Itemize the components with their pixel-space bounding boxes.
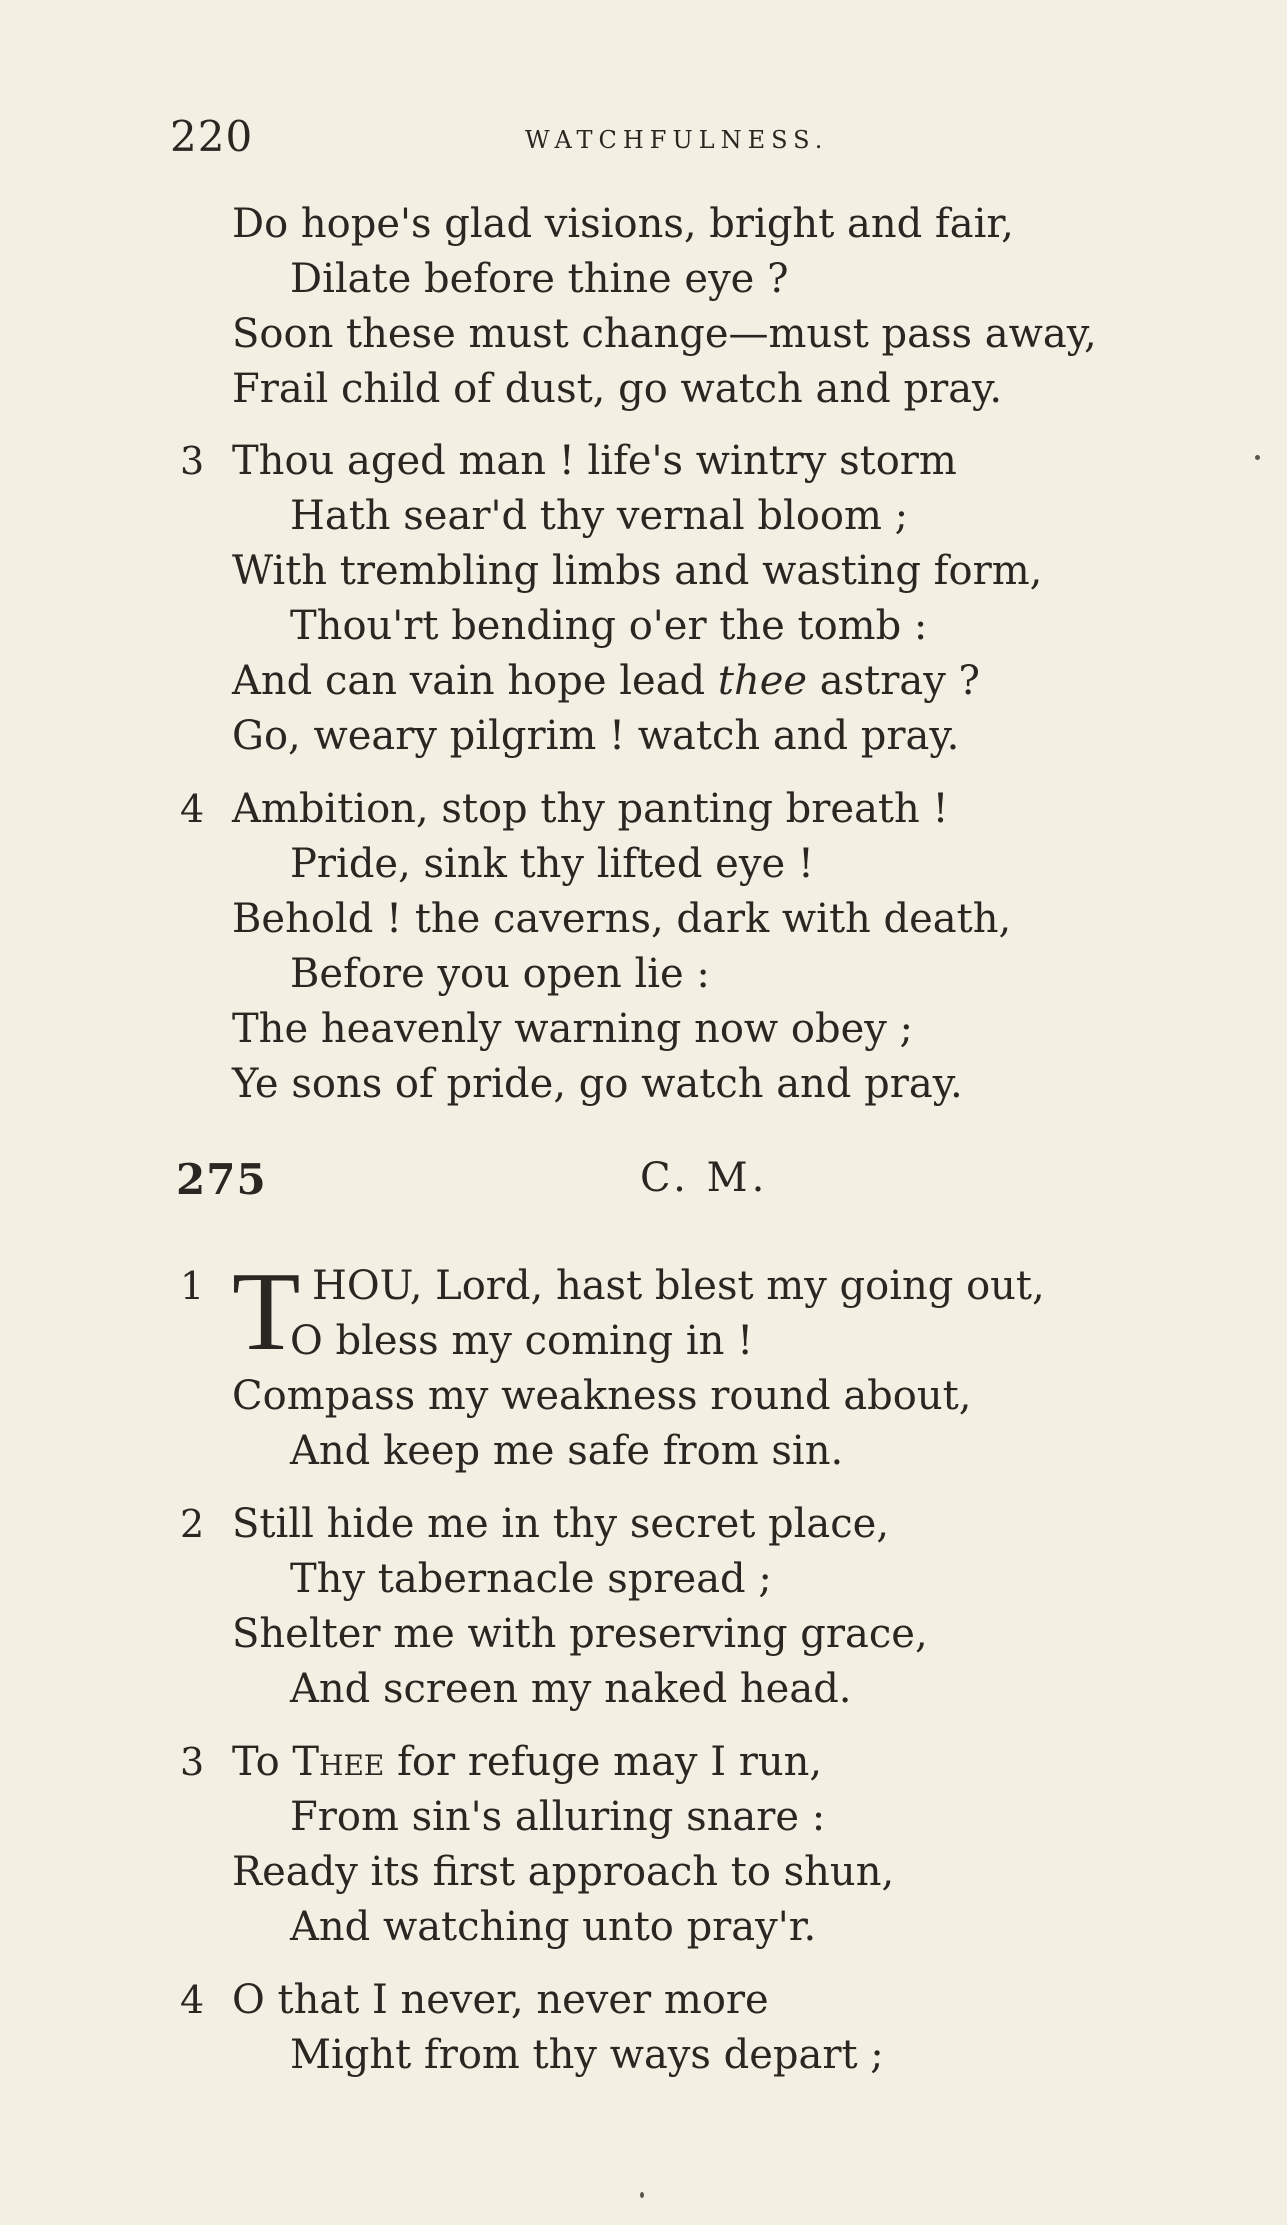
verse-number: 4 [180, 1978, 205, 2022]
verse-line: Thou aged man ! life's wintry storm [232, 438, 957, 484]
verse-line: O bless my coming in ! [290, 1318, 754, 1364]
verse-line-start: And can vain hope lead [232, 658, 706, 704]
verse-number: 1 [180, 1264, 205, 1308]
verse-line-end: astray ? [819, 658, 980, 704]
verse-number: 3 [180, 439, 205, 483]
verse-line: Before you open lie : [290, 951, 710, 997]
hymn-meter: C. M. [640, 1155, 769, 1201]
verse-line: Frail child of dust, go watch and pray. [232, 366, 1003, 412]
verse-line: Still hide me in thy secret place, [232, 1501, 890, 1547]
page-header [170, 112, 910, 168]
verse-line: Ambition, stop thy panting breath ! [232, 786, 949, 832]
verse-line [232, 657, 980, 705]
verse-line: Hath sear'd thy vernal bloom ; [290, 493, 909, 539]
running-title: WATCHFULNESS. [525, 126, 829, 154]
verse-line-end: for refuge may I run, [397, 1739, 823, 1785]
paper-speck [1255, 455, 1260, 460]
verse-line: Do hope's glad visions, bright and fair, [232, 201, 1014, 247]
verse-line: Soon these must change—must pass away, [232, 311, 1097, 357]
verse-number: 2 [180, 1502, 205, 1546]
verse-line: Compass my weakness round about, [232, 1373, 972, 1419]
page-number: 220 [170, 112, 254, 161]
verse-line: Might from thy ways depart ; [290, 2032, 884, 2078]
verse-line: Ready its first approach to shun, [232, 1849, 895, 1895]
verse-line: And screen my naked head. [290, 1666, 852, 1712]
drop-cap-initial: T [232, 1250, 301, 1374]
verse-line: O that I never, never more [232, 1977, 769, 2023]
verse-line [232, 1738, 822, 1786]
verse-line: Go, weary pilgrim ! watch and pray. [232, 713, 960, 759]
verse-number: 4 [180, 787, 205, 831]
emphasized-word: thee [717, 658, 808, 704]
verse-line: And watching unto pray'r. [290, 1904, 817, 1950]
verse-line: Ye sons of pride, go watch and pray. [232, 1061, 963, 1107]
verse-line: Dilate before thine eye ? [290, 256, 789, 302]
verse-line-start: To [232, 1739, 280, 1785]
verse-line: Pride, sink thy lifted eye ! [290, 841, 814, 887]
hymn-number: 275 [176, 1155, 267, 1204]
paper-speck [640, 2192, 644, 2198]
verse-line: HOU, Lord, hast blest my going out, [312, 1263, 1045, 1309]
verse-line: Shelter me with preserving grace, [232, 1611, 928, 1657]
small-caps-word: Thee [292, 1739, 385, 1785]
verse-line: Behold ! the caverns, dark with death, [232, 896, 1012, 942]
verse-line: The heavenly warning now obey ; [232, 1006, 914, 1052]
verse-line: And keep me safe from sin. [290, 1428, 844, 1474]
verse-line: With trembling limbs and wasting form, [232, 548, 1043, 594]
verse-line: Thou'rt bending o'er the tomb : [290, 603, 928, 649]
verse-number: 3 [180, 1740, 205, 1784]
verse-line: Thy tabernacle spread ; [290, 1556, 772, 1602]
verse-line: From sin's alluring snare : [290, 1794, 826, 1840]
